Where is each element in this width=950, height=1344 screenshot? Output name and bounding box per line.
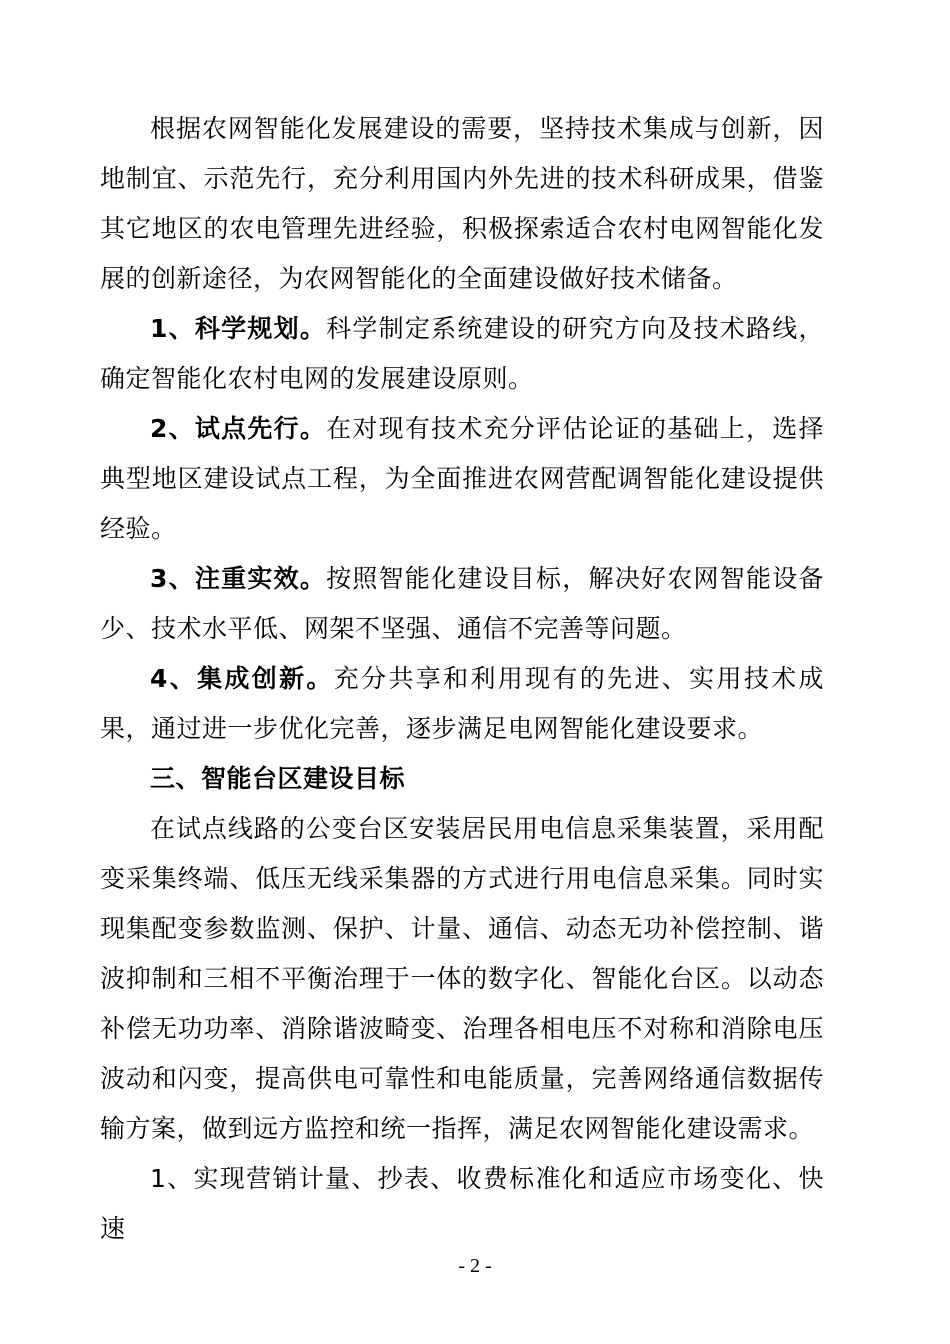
principle-4	[100, 654, 824, 754]
principle-1-title: 1、科学规划。	[150, 314, 327, 343]
principle-1-text: 科学制定系统建设的研究方向及技术路线，确定智能化农村电网的发展建设原则。	[100, 314, 824, 393]
page-number: - 2 -	[458, 1255, 492, 1277]
section-3-body: 在试点线路的公变台区安装居民用电信息采集装置，采用配变采集终端、低压无线采集器的方式进行用电信息采集。同时实现集配变参数监测、保护、计量、通信、动态无功补偿控制、谐波抑制和三相不平衡治理于一体的数字化、智能化台区。以动态补偿无功功率、消除谐波畸变、治理各相电压不对称和消除电压波动和闪变，提高供电可靠性和电能质量，完善网络通信数据传输方案，做到远方监控和统一指挥，满足农网智能化建设需求。	[100, 814, 824, 1143]
section-3-item-1: 1、实现营销计量、抄表、收费标准化和适应市场变化、快速	[100, 1164, 824, 1243]
principle-3-title: 3、注重实效。	[150, 564, 327, 593]
intro-paragraph: 根据农网智能化发展建设的需要，坚持技术集成与创新，因地制宜、示范先行，充分利用国内外先进的技术科研成果，借鉴其它地区的农电管理先进经验，积极探索适合农村电网智能化发展的创新途径，为农网智能化的全面建设做好技术储备。	[100, 114, 824, 293]
principle-2-title: 2、试点先行。	[150, 414, 327, 443]
principle-2-text: 在对现有技术充分评估论证的基础上，选择典型地区建设试点工程，为全面推进农网营配调智能化建设提供经验。	[100, 414, 824, 543]
document-body	[100, 104, 824, 1254]
principle-1	[100, 304, 824, 404]
section-3-heading: 三、智能台区建设目标	[150, 764, 406, 793]
principle-3	[100, 554, 824, 654]
principle-2	[100, 404, 824, 554]
principle-4-text: 充分共享和利用现有的先进、实用技术成果，通过进一步优化完善，逐步满足电网智能化建设要求。	[100, 664, 824, 743]
principle-3-text: 按照智能化建设目标，解决好农网智能设备少、技术水平低、网架不坚强、通信不完善等问题。	[100, 564, 824, 643]
principle-4-title: 4、集成创新。	[150, 664, 334, 693]
